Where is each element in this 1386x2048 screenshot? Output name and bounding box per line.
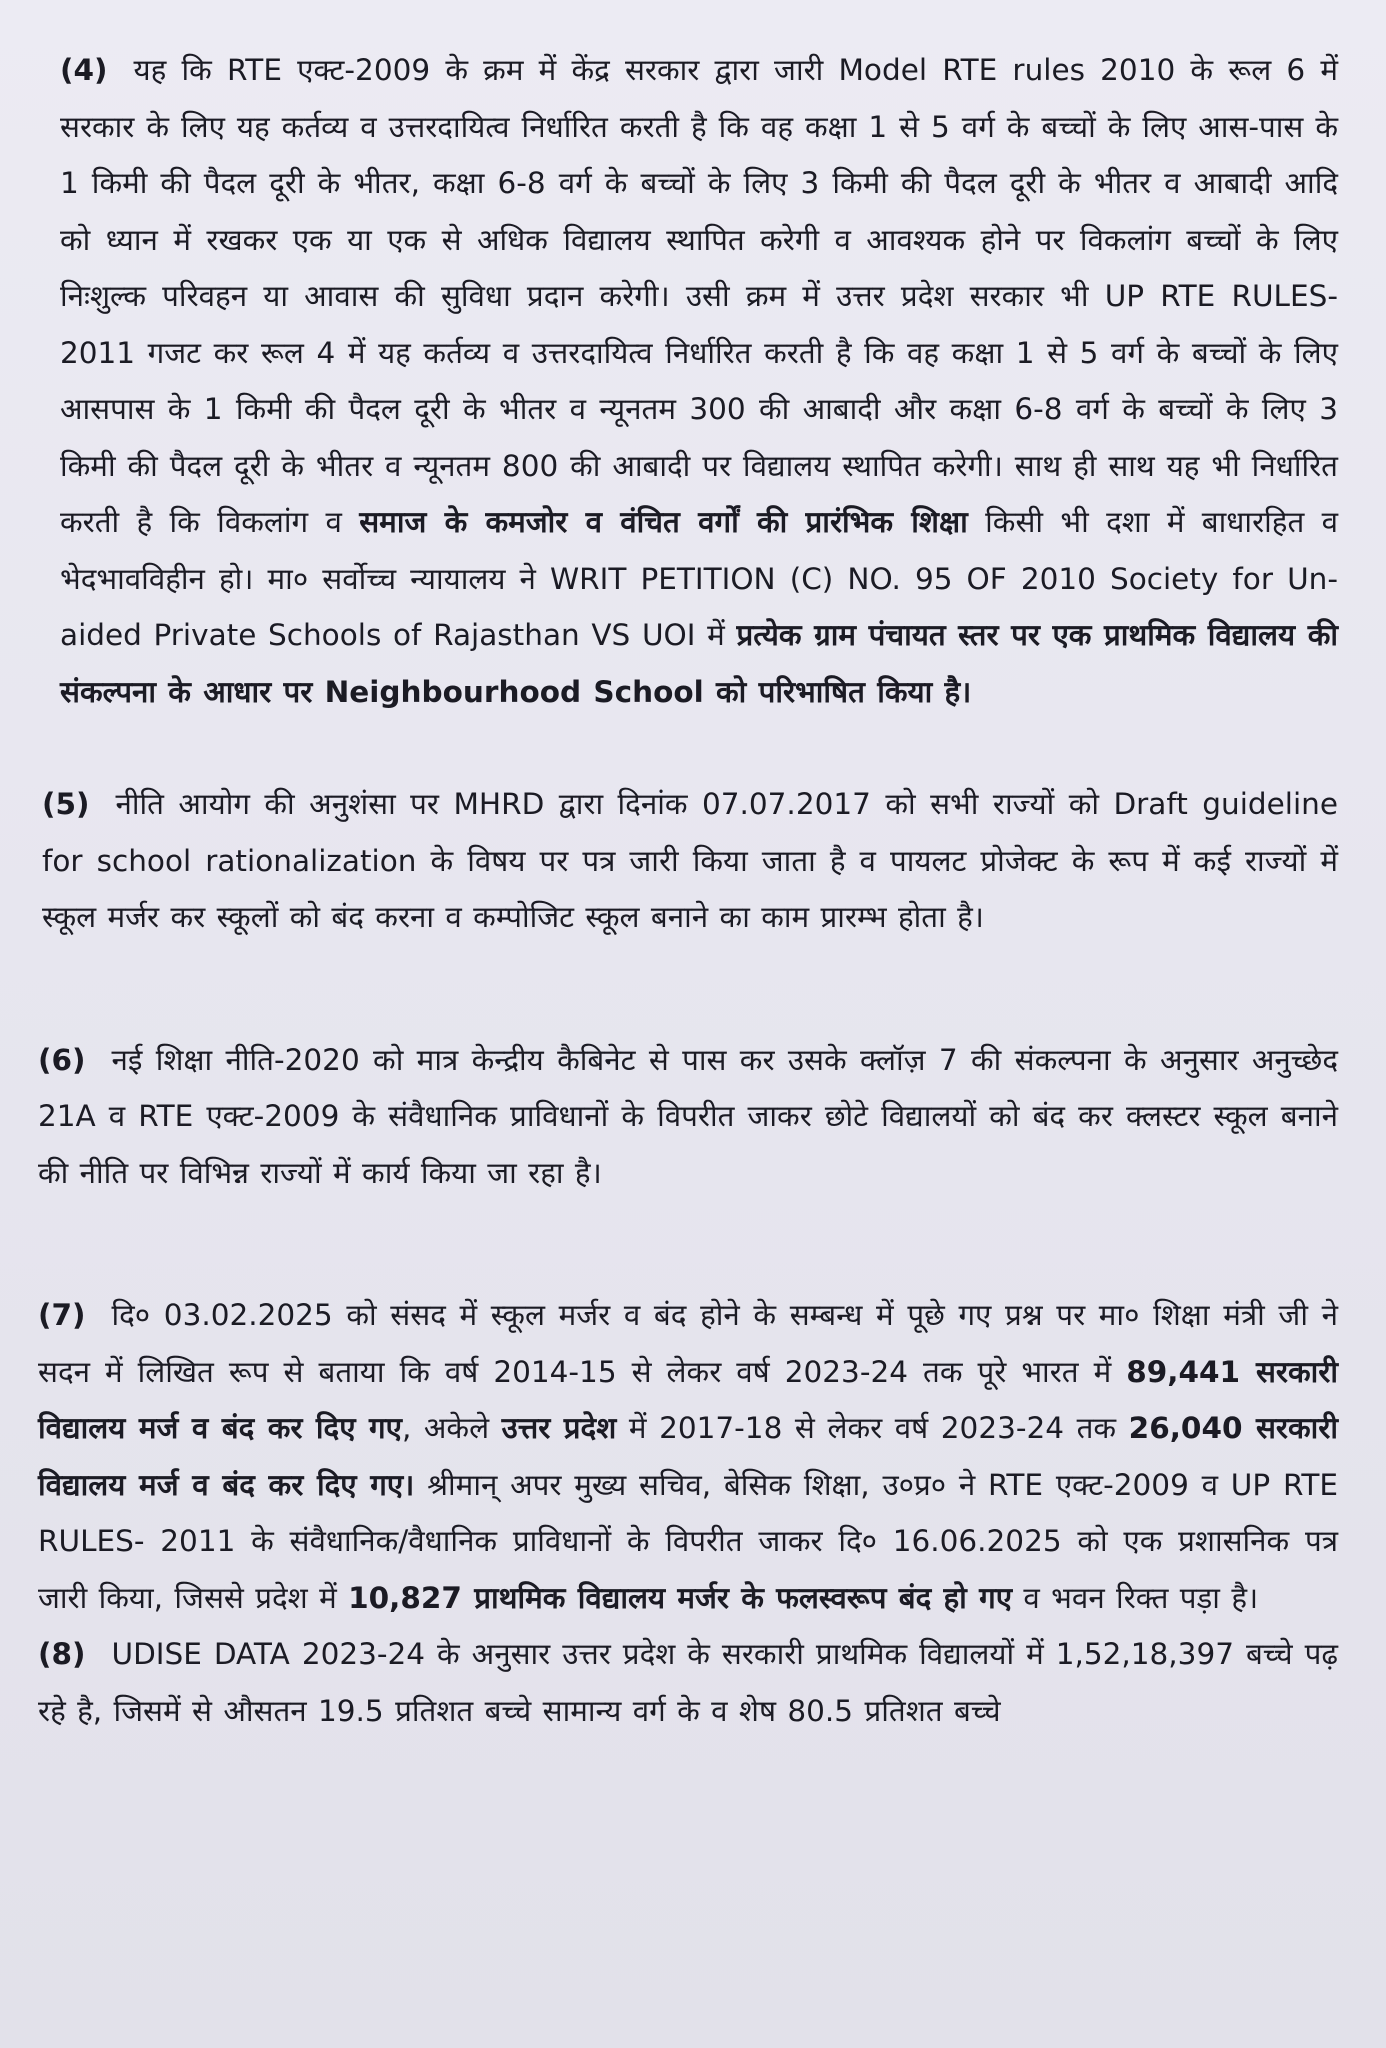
paragraph-5	[42, 776, 1338, 946]
paragraph-number: (6)	[38, 1042, 86, 1077]
text-run: , अकेले	[401, 1411, 502, 1445]
text-run: में 2017-18 से लेकर वर्ष 2023-24 तक	[616, 1411, 1129, 1445]
text-run: किसी भी दशा में बाधारहित व भेदभावविहीन हो। मा० सर्वोच्च न्यायालय ने WRIT PETITION (C) NO. 95 OF 2010 Society for Un-aided Private Schools of Rajasthan VS UOI में	[60, 505, 1339, 652]
bold-text-run: 10,827 प्राथमिक विद्यालय मर्जर के फलस्वरूप बंद हो गए	[348, 1580, 1013, 1615]
paragraph-number: (7)	[38, 1298, 86, 1332]
paragraph-number: (8)	[38, 1637, 86, 1671]
bold-text-run: 89,441 सरकारी विद्यालय मर्ज व बंद कर दिए गए	[38, 1354, 1338, 1445]
text-run: यह कि RTE एक्ट-2009 के क्रम में केंद्र सरकार द्वारा जारी Model RTE rules 2010 के रूल 6 में सरकार के लिए यह कर्तव्य व उत्तरदायित्व निर्धारित करती है कि वह कक्षा 1 से 5 वर्ग के बच्चों के लिए आस-पास के 1 किमी की पैदल दूरी के भीतर, कक्षा 6-8 वर्ग के बच्चों के लिए 3 किमी की पैदल दूरी के भीतर व आबादी आदि को ध्यान में रखकर एक या एक से अधिक विद्यालय स्थापित करेगी व आवश्यक होने पर विकलांग बच्चों के लिए निःशुल्क परिवहन या आवास की सुविधा प्रदान करेगी। उसी क्रम में उत्तर प्रदेश सरकार भी UP RTE RULES- 2011 गजट कर रूल 4 में यह कर्तव्य व उत्तरदायित्व निर्धारित करती है कि वह कक्षा 1 से 5 वर्ग के बच्चों के लिए आसपास के 1 किमी की पैदल दूरी के भीतर व न्यूनतम 300 की आबादी और कक्षा 6-8 वर्ग के बच्चों के लिए 3 किमी की पैदल दूरी के भीतर व न्यूनतम 800 की आबादी पर विद्यालय स्थापित करेगी। साथ ही साथ यह भी निर्धारित करती है कि विकलांग व	[60, 53, 1339, 539]
paragraph-4	[60, 42, 1338, 720]
bold-text-run: 26,040 सरकारी विद्यालय मर्ज व बंद कर दिए गए।	[38, 1411, 1338, 1502]
paragraph-7	[38, 1287, 1338, 1626]
paragraph-8	[38, 1626, 1338, 1739]
bold-text-run: उत्तर प्रदेश	[501, 1411, 617, 1445]
text-run: नीति आयोग की अनुशंसा पर MHRD द्वारा दिनांक 07.07.2017 को सभी राज्यों को Draft guideline for school rationalization के विषय पर पत्र जारी किया जाता है व पायलट प्रोजेक्ट के रूप में कई राज्यों में स्कूल मर्जर कर स्कूलों को बंद करना व कम्पोजिट स्कूल बनाने का काम प्रारम्भ होता है।	[42, 787, 1338, 934]
text-run: UDISE DATA 2023-24 के अनुसार उत्तर प्रदेश के सरकारी प्राथमिक विद्यालयों में 1,52,18,397 बच्चे पढ़ रहे है, जिसमें से औसतन 19.5 प्रतिशत बच्चे सामान्य वर्ग के व शेष 80.5 प्रतिशत बच्चे	[38, 1637, 1338, 1728]
paragraph-6	[38, 1032, 1338, 1202]
paragraph-number: (4)	[60, 53, 108, 87]
bold-text-run: समाज के कमजोर व वंचित वर्गों की प्रारंभिक शिक्षा	[359, 505, 968, 539]
bold-text-run: प्रत्येक ग्राम पंचायत स्तर पर एक प्राथमिक विद्यालय की संकल्पना के आधार पर Neighbourhood School को परिभाषित किया है।	[60, 618, 1338, 709]
text-run: श्रीमान् अपर मुख्य सचिव, बेसिक शिक्षा, उ०प्र० ने RTE एक्ट-2009 व UP RTE RULES- 2011 के संवैधानिक/वैधानिक प्राविधानों के विपरीत जाकर दि० 16.06.2025 को एक प्रशासनिक पत्र जारी किया, जिससे प्रदेश में	[38, 1467, 1338, 1615]
text-run: व भवन रिक्त पड़ा है।	[1012, 1580, 1259, 1615]
paragraph-number: (5)	[42, 787, 90, 821]
text-run: दि० 03.02.2025 को संसद में स्कूल मर्जर व बंद होने के सम्बन्ध में पूछे गए प्रश्न पर मा० शिक्षा मंत्री जी ने सदन में लिखित रूप से बताया कि वर्ष 2014-15 से लेकर वर्ष 2023-24 तक पूरे भारत में	[38, 1298, 1338, 1389]
text-run: नई शिक्षा नीति-2020 को मात्र केन्द्रीय कैबिनेट से पास कर उसके क्लॉज़ 7 की संकल्पना के अनुसार अनुच्छेद 21A व RTE एक्ट-2009 के संवैधानिक प्राविधानों के विपरीत जाकर छोटे विद्यालयों को बंद कर क्लस्टर स्कूल बनाने की नीति पर विभिन्न राज्यों में कार्य किया जा रहा है।	[38, 1042, 1338, 1190]
